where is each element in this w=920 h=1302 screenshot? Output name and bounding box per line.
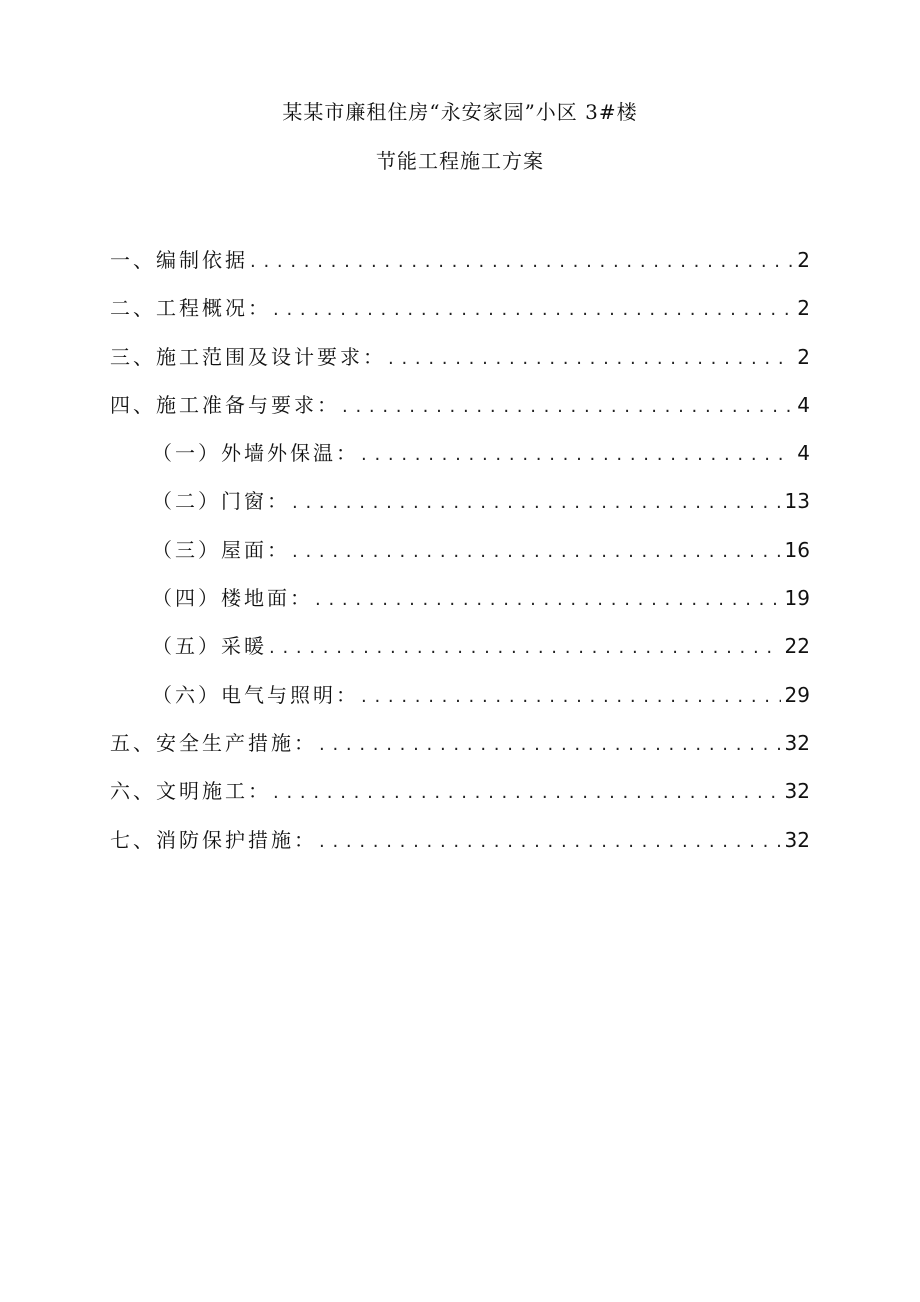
toc-leader-dots [319,721,781,769]
toc-entry-text: （四）楼地面： [152,586,313,611]
toc-entry[interactable] [110,381,810,429]
toc-entry-page: 4 [797,392,810,417]
toc-subentry[interactable] [110,574,810,622]
toc-leader-dots [361,431,793,479]
toc-leader-dots [273,286,793,334]
toc-entry-text: （六）电气与照明： [152,682,359,707]
toc-entry-page: 4 [797,441,810,466]
toc-entry-text: 一、编制依据 [110,248,248,272]
toc-entry-text: 六、文明施工： [110,779,271,804]
toc-subentry[interactable] [110,622,810,670]
toc-entry-page: 32 [784,779,810,804]
toc-entry-text: 三、施工范围及设计要求： [110,344,386,369]
toc-entry-page: 2 [797,296,810,321]
toc-entry-text: 二、工程概况： [110,296,271,321]
toc-entry-text: （一）外墙外保温： [152,441,359,466]
toc-entry-text: （二）门窗： [152,489,290,514]
table-of-contents [110,236,810,864]
toc-entry-page: 13 [784,489,810,514]
toc-entry-text: 五、安全生产措施： [110,730,317,755]
toc-entry[interactable] [110,767,810,815]
toc-leader-dots [292,479,781,527]
toc-entry-page: 29 [784,682,810,707]
toc-entry-page: 19 [784,586,810,611]
toc-leader-dots [273,769,781,817]
toc-leader-dots [319,818,781,866]
document-title-line1: 某某市廉租住房“永安家园”小区 3#楼 [282,100,638,124]
toc-entry-text: 四、施工准备与要求： [110,392,340,417]
toc-entry[interactable] [110,284,810,332]
toc-entry-page: 2 [797,248,810,272]
toc-entry-page: 16 [784,537,810,562]
toc-subentry[interactable] [110,671,810,719]
toc-leader-dots [388,335,793,383]
toc-subentry[interactable] [110,477,810,525]
toc-entry-page: 32 [784,730,810,755]
toc-subentry[interactable] [110,429,810,477]
toc-entry-page: 2 [797,344,810,369]
toc-leader-dots [250,238,793,286]
toc-leader-dots [361,673,781,721]
toc-entry-text: （三）屋面： [152,537,290,562]
toc-entry[interactable] [110,236,810,284]
toc-leader-dots [292,528,781,576]
toc-entry-text: （五）采暖 [152,634,267,659]
toc-leader-dots [315,576,781,624]
toc-entry-page: 32 [784,827,810,852]
toc-leader-dots [342,383,793,431]
toc-entry[interactable] [110,816,810,864]
toc-leader-dots [269,624,781,672]
toc-entry-text: 七、消防保护措施： [110,827,317,852]
toc-subentry[interactable] [110,526,810,574]
toc-entry[interactable] [110,333,810,381]
toc-entry[interactable] [110,719,810,767]
toc-entry-page: 22 [784,634,810,659]
document-title-line2: 节能工程施工方案 [376,149,544,173]
